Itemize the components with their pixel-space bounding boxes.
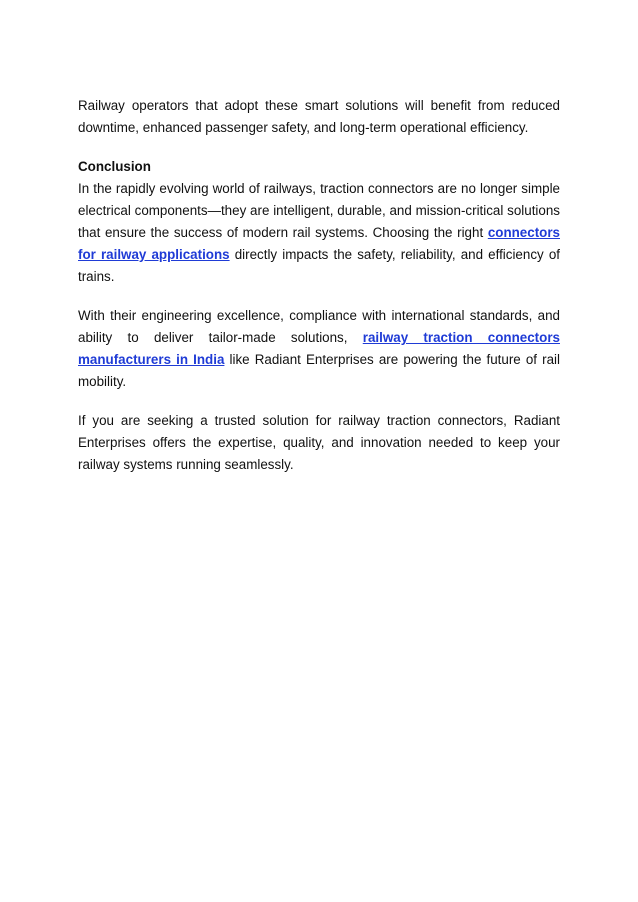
document-body [78, 95, 560, 476]
conclusion-text-after-link: directly impacts the safety, reliability, and efficiency of trains. [78, 247, 560, 284]
manufacturers-text-before-link: With their engineering excellence, compliance with international standards, and ability to deliver tailor-made solutions, [78, 308, 560, 345]
connectors-for-railway-applications-link[interactable]: connectors for railway applications [78, 225, 560, 262]
conclusion-text-before-link: In the rapidly evolving world of railways, traction connectors are no longer simple electrical components—they are intelligent, durable, and mission-critical solutions that ensure the success of modern rail systems. Choosing the right [78, 181, 560, 240]
conclusion-paragraph [78, 178, 560, 288]
conclusion-heading: Conclusion [78, 159, 151, 174]
intro-paragraph: Railway operators that adopt these smart solutions will benefit from reduced downtime, enhanced passenger safety, and long-term operational efficiency. [78, 98, 560, 135]
manufacturers-text-after-link: like Radiant Enterprises are powering the future of rail mobility. [78, 352, 561, 389]
railway-traction-connectors-manufacturers-link[interactable]: railway traction connectors manufacturers in India [78, 330, 560, 367]
manufacturers-paragraph [78, 305, 560, 393]
closing-paragraph: If you are seeking a trusted solution for railway traction connectors, Radiant Enterprises offers the expertise, quality, and innovation needed to keep your railway systems running seamlessly. [78, 413, 560, 472]
